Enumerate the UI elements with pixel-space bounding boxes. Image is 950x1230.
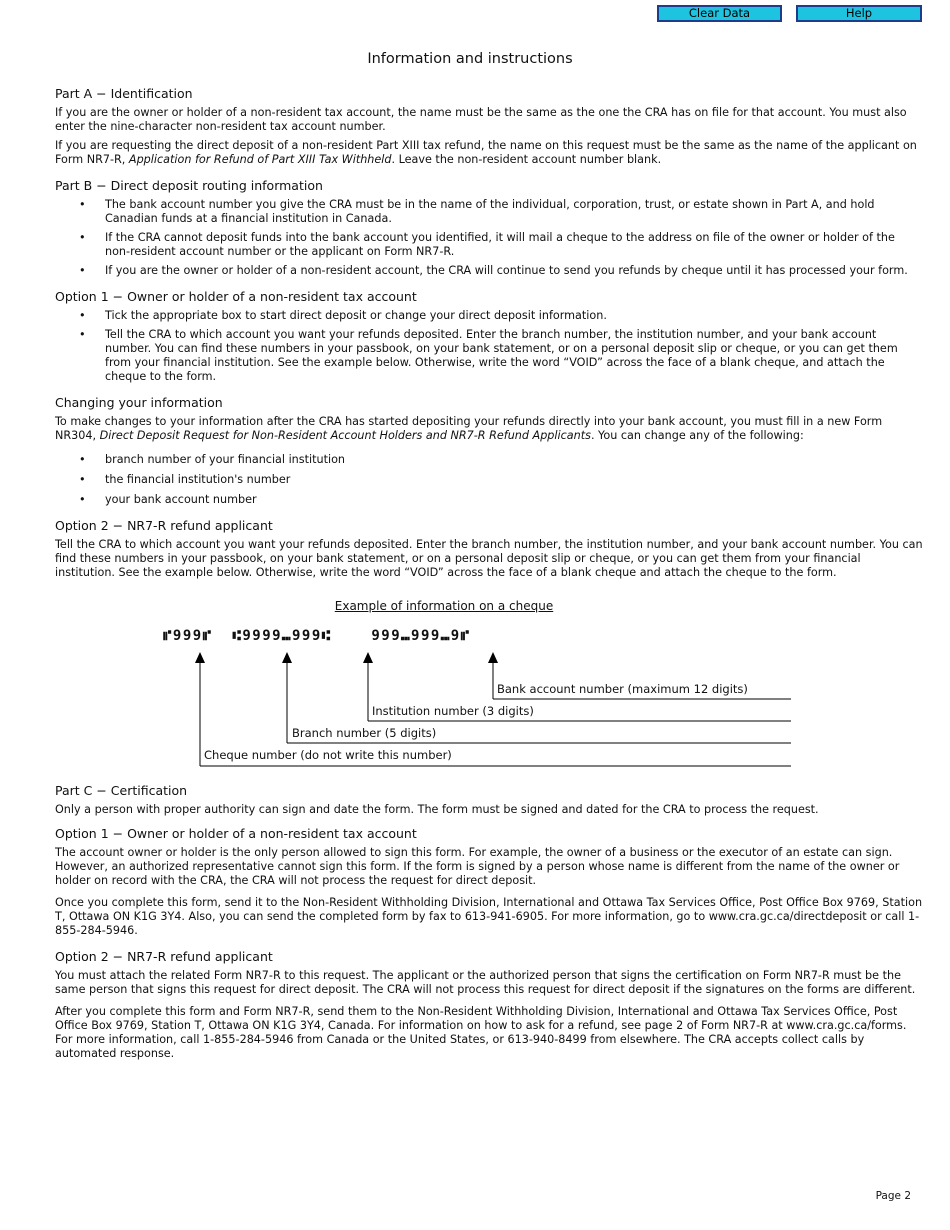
list-item xyxy=(55,231,923,259)
part-a-section xyxy=(55,86,923,167)
bullet-icon: • xyxy=(79,264,86,277)
option-2-c-heading: Option 2 − NR7-R refund applicant xyxy=(55,949,273,964)
micr-line: ⑈999⑈ ⑆9999⑉999⑆ 999⑉999⑉9⑈ xyxy=(163,628,471,644)
changing-p-start: To make changes to your information after the CRA has started depositing your refunds directly into your bank account, you must fill in a new Form NR304, xyxy=(55,415,883,442)
list-item-text: Tick the appropriate box to start direct deposit or change your direct deposit information. xyxy=(105,309,607,322)
list-item-text: If the CRA cannot deposit funds into the bank account you identified, it will mail a cheque to the address on file of the owner or holder of the non-resident account number or the applicant on Form NR7-R. xyxy=(105,231,895,258)
option-2-c-paragraph-1: You must attach the related Form NR7-R to this request. The applicant or the authorized person that signs the certification on Form NR7-R must be the same person that signs this request for direct deposit. The CRA will not process this request for direct deposit if the signatures on the forms are different. xyxy=(55,969,916,996)
part-c-section xyxy=(55,783,923,817)
list-item xyxy=(55,309,923,323)
cheque-example-title: Example of information on a cheque xyxy=(334,599,554,613)
option-2-c-paragraph-2: After you complete this form and Form NR7-R, send them to the Non-Resident Withholding Division, International and Ottawa Tax Services Office, Post Office Box 9769, Station T, Ottawa ON K1G 3Y4, Canada. For information on how to ask for a refund, see page 2 of Form NR7-R at www.cra.gc.ca/forms. For more information, call 1-855-284-5946 from Canada or the United States, or 613-940-8499 from elsewhere. The CRA accepts collect calls by automated response. xyxy=(55,1005,907,1060)
list-item-text: Tell the CRA to which account you want your refunds deposited. Enter the branch number, the institution number, and your bank account number. You can find these numbers in your passbook, on your bank statement, or on a personal deposit slip or cheque, or you can get them from your financial institution. See the example below. Otherwise, write the word “VOID” across the face of a blank cheque, and attach the cheque to the form. xyxy=(105,328,898,383)
list-item xyxy=(55,493,923,507)
part-b-heading: Part B − Direct deposit routing information xyxy=(55,178,323,193)
option-2-c-section xyxy=(55,949,923,1061)
part-a-p2-end: . Leave the non-resident account number blank. xyxy=(391,153,662,166)
part-c-heading: Part C − Certification xyxy=(55,783,188,798)
option-1-b-list xyxy=(55,309,923,384)
bullet-icon: • xyxy=(79,473,86,486)
part-b-list xyxy=(55,198,923,278)
cheque-example xyxy=(55,585,923,783)
bullet-icon: • xyxy=(79,309,86,322)
institution-arrowhead xyxy=(363,652,373,663)
institution-number-label: Institution number (3 digits) xyxy=(372,704,534,718)
cheque-number-label: Cheque number (do not write this number) xyxy=(204,748,452,762)
part-a-heading: Part A − Identification xyxy=(55,86,193,101)
part-a-p2-start: If you are requesting the direct deposit of a non-resident Part XIII tax refund, the name on this request must be the same as the name of the applicant on Form NR7-R, xyxy=(55,139,917,166)
option-2-b-heading: Option 2 − NR7-R refund applicant xyxy=(55,518,273,533)
list-item xyxy=(55,453,923,467)
bullet-icon: • xyxy=(79,328,86,341)
option-1-c-paragraph-2: Once you complete this form, send it to the Non-Resident Withholding Division, International and Ottawa Tax Services Office, Post Office Box 9769, Station T, Ottawa ON K1G 3Y4. Also, you can send the completed form by fax to 613-941-6905. For more information, go to www.cra.gc.ca/directdeposit or call 1-855-284-5946. xyxy=(55,896,923,937)
help-button[interactable]: Help xyxy=(796,5,922,22)
option-1-b-heading: Option 1 − Owner or holder of a non-resident tax account xyxy=(55,289,417,304)
option-1-c-paragraph-1: The account owner or holder is the only person allowed to sign this form. For example, the owner of a business or the executor of an estate can sign. However, an authorized representative cannot sign this form. If the form is signed by a person whose name is different from the name of the owner or holder on record with the CRA, the CRA will not process the request for direct deposit. xyxy=(55,846,900,887)
part-a-paragraph-1: If you are the owner or holder of a non-resident tax account, the name must be the same as the one the CRA has on file for that account. You must also enter the nine-character non-resident tax account number. xyxy=(55,106,907,133)
bullet-icon: • xyxy=(79,198,86,211)
option-1-c-heading: Option 1 − Owner or holder of a non-resident tax account xyxy=(55,826,417,841)
list-item-text: The bank account number you give the CRA must be in the name of the individual, corporation, trust, or estate shown in Part A, and hold Canadian funds at a financial institution in Canada. xyxy=(105,198,875,225)
list-item-text: your bank account number xyxy=(105,493,257,506)
list-item-text: If you are the owner or holder of a non-resident account, the CRA will continue to send you refunds by cheque until it has processed your form. xyxy=(105,264,908,277)
branch-number-label: Branch number (5 digits) xyxy=(292,726,437,740)
list-item xyxy=(55,473,923,487)
list-item xyxy=(55,264,923,278)
form-nr7r-title: Application for Refund of Part XIII Tax Withheld xyxy=(128,153,392,166)
cheque-arrowhead xyxy=(195,652,205,663)
changing-p-end: . You can change any of the following: xyxy=(590,429,804,442)
part-a-paragraph-2 xyxy=(55,139,923,167)
option-2-b-section xyxy=(55,518,923,580)
option-2-b-paragraph: Tell the CRA to which account you want your refunds deposited. Enter the branch number, the institution number, and your bank account number. You can find these numbers in your passbook, on your bank statement, or on a personal deposit slip or cheque, or you can get them from your financial institution. See the example below. Otherwise, write the word “VOID” across the face of a blank cheque and attach the cheque to the form. xyxy=(55,538,923,579)
list-item xyxy=(55,198,923,226)
list-item-text: branch number of your financial institution xyxy=(105,453,346,466)
option-1-c-section xyxy=(55,826,923,938)
option-1-b-section xyxy=(55,289,923,384)
page-title: Information and instructions xyxy=(367,51,573,67)
changing-section xyxy=(55,395,923,507)
account-number-label: Bank account number (maximum 12 digits) xyxy=(497,682,748,696)
part-c-paragraph: Only a person with proper authority can sign and date the form. The form must be signed and dated for the CRA to process the request. xyxy=(55,803,819,816)
bullet-icon: • xyxy=(79,493,86,506)
page-number: Page 2 xyxy=(875,1190,911,1202)
bullet-icon: • xyxy=(79,231,86,244)
clear-data-button[interactable]: Clear Data xyxy=(657,5,782,22)
account-arrowhead xyxy=(488,652,498,663)
changing-list xyxy=(55,453,923,507)
bullet-icon: • xyxy=(79,453,86,466)
list-item-text: the financial institution's number xyxy=(105,473,291,486)
changing-heading: Changing your information xyxy=(55,395,223,410)
list-item xyxy=(55,328,923,384)
instructions-body xyxy=(55,86,923,1072)
form-nr304-title: Direct Deposit Request for Non-Resident Account Holders and NR7-R Refund Applicants xyxy=(99,429,591,442)
part-b-section xyxy=(55,178,923,278)
branch-arrowhead xyxy=(282,652,292,663)
changing-paragraph xyxy=(55,415,923,443)
